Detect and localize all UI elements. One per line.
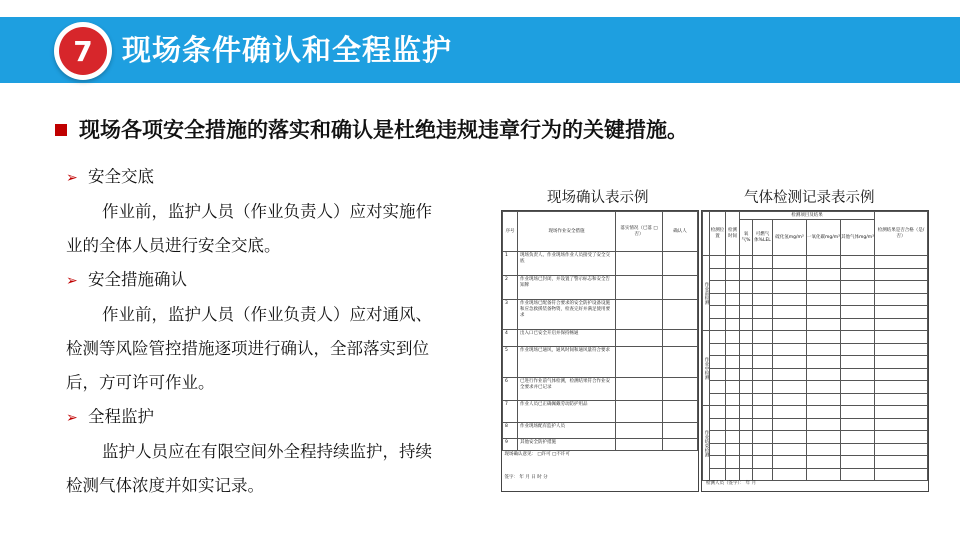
table-row xyxy=(703,443,928,456)
table-cell xyxy=(841,256,875,269)
square-bullet-icon xyxy=(55,124,67,136)
table-cell xyxy=(773,306,807,319)
table-cell xyxy=(875,343,928,356)
table-cell xyxy=(875,418,928,431)
table-cell xyxy=(726,293,740,306)
table-row xyxy=(703,293,928,306)
table-cell xyxy=(875,468,928,481)
confirm-table-image xyxy=(501,210,699,492)
row-group-label: 作业结束检测 xyxy=(703,406,710,481)
table-cell xyxy=(807,393,841,406)
table-cell xyxy=(726,393,740,406)
table-cell xyxy=(710,431,726,444)
table-cell xyxy=(710,343,726,356)
table-header: 一氧化碳mg/m³ xyxy=(807,220,841,256)
table-cell xyxy=(740,306,753,319)
bullet-text: 检测等风险管控措施逐项进行确认，全部落实到位 xyxy=(66,339,429,358)
table-cell xyxy=(726,281,740,294)
table-cell xyxy=(875,256,928,269)
table-cell xyxy=(807,456,841,469)
table-footer: 检测人员（签字）： 年 月 xyxy=(706,481,757,486)
table-cell xyxy=(807,418,841,431)
table-cell: 现场负责人、作业现场作业人员接受了安全交底 xyxy=(518,252,616,276)
table-row xyxy=(703,381,928,394)
table-cell xyxy=(807,356,841,369)
table-cell: 4 xyxy=(503,330,518,347)
table-cell xyxy=(726,468,740,481)
bullet-title-2: ➢ 安全措施确认 xyxy=(66,263,432,298)
table-header: 检测位置 xyxy=(710,212,726,256)
table-cell xyxy=(710,418,726,431)
table-cell xyxy=(875,431,928,444)
table-cell xyxy=(710,306,726,319)
table-cell xyxy=(710,393,726,406)
table-cell xyxy=(753,293,773,306)
table-cell xyxy=(710,331,726,344)
table-row xyxy=(703,356,928,369)
table-cell xyxy=(753,406,773,419)
table-cell xyxy=(875,406,928,419)
table-cell xyxy=(841,443,875,456)
table-cell xyxy=(807,368,841,381)
table-cell xyxy=(841,318,875,331)
table-cell xyxy=(841,418,875,431)
section-number-badge: 7 xyxy=(59,27,107,75)
table-cell xyxy=(740,293,753,306)
table-cell: 7 xyxy=(503,401,518,422)
table-cell: 作业现场已配备符合要求的安全防护设备设施和应急救援装备物资，检查完好并满足使用要求 xyxy=(518,299,616,330)
table-header: 其他气体mg/m³ xyxy=(841,220,875,256)
table-cell xyxy=(773,268,807,281)
table-cell xyxy=(807,381,841,394)
table-cell: 3 xyxy=(503,299,518,330)
table-cell xyxy=(875,393,928,406)
table-cell xyxy=(740,381,753,394)
table-cell xyxy=(726,431,740,444)
table-cell xyxy=(875,331,928,344)
table-cell xyxy=(807,318,841,331)
table-cell xyxy=(726,318,740,331)
table-cell: 已进行作业前气体检测，检测结果符合作业安全要求并已记录 xyxy=(518,377,616,401)
table-cell xyxy=(807,331,841,344)
table-row xyxy=(703,281,928,294)
table-cell xyxy=(841,406,875,419)
table-cell xyxy=(710,356,726,369)
table-cell xyxy=(841,268,875,281)
table-cell xyxy=(753,281,773,294)
table-cell xyxy=(773,256,807,269)
table-cell xyxy=(726,343,740,356)
table-cell xyxy=(773,343,807,356)
table-cell xyxy=(807,256,841,269)
table-cell xyxy=(726,456,740,469)
table-cell: 作业现场已封闭，并设置了警示标志和安全告知牌 xyxy=(518,275,616,299)
table-cell xyxy=(841,431,875,444)
table-cell xyxy=(753,456,773,469)
table-row xyxy=(703,468,928,481)
table-cell xyxy=(841,468,875,481)
table-cell xyxy=(710,381,726,394)
table-cell xyxy=(807,468,841,481)
table-cell xyxy=(807,293,841,306)
arrow-bullet-icon: ➢ xyxy=(66,170,78,186)
table-cell: 作业现场配有监护人员 xyxy=(518,422,616,439)
table-cell xyxy=(841,343,875,356)
table-cell xyxy=(726,268,740,281)
table-row xyxy=(703,318,928,331)
table-cell xyxy=(753,268,773,281)
table-cell xyxy=(740,456,753,469)
table-cell xyxy=(740,418,753,431)
table-cell: 5 xyxy=(503,346,518,377)
table-cell xyxy=(710,443,726,456)
table-header: 确认人 xyxy=(663,212,698,252)
table-group-header: 检测项目及结果 xyxy=(740,212,875,220)
bullet-text: 后，方可许可作业。 xyxy=(66,373,215,392)
table-row xyxy=(703,406,928,419)
table-row xyxy=(703,418,928,431)
table-row xyxy=(703,331,928,344)
bullet-text: 监护人员应在有限空间外全程持续监护，持续 xyxy=(102,442,432,461)
table-cell xyxy=(773,393,807,406)
table-cell xyxy=(726,368,740,381)
table-cell: 其他安全防护措施 xyxy=(518,439,616,451)
table-cell xyxy=(773,443,807,456)
table-cell xyxy=(773,356,807,369)
table-header: 落实情况（已落 □否） xyxy=(616,212,663,252)
table-cell xyxy=(773,368,807,381)
table-cell xyxy=(710,256,726,269)
table-row xyxy=(703,268,928,281)
table-cell xyxy=(740,343,753,356)
table-cell xyxy=(726,306,740,319)
table-cell xyxy=(753,368,773,381)
table-cell xyxy=(807,343,841,356)
table-cell xyxy=(740,268,753,281)
table-cell xyxy=(875,306,928,319)
table-cell xyxy=(875,318,928,331)
table-cell xyxy=(773,456,807,469)
table-row xyxy=(703,306,928,319)
table-cell xyxy=(773,331,807,344)
table-cell xyxy=(753,331,773,344)
table-cell xyxy=(726,256,740,269)
table-cell xyxy=(726,331,740,344)
table-cell xyxy=(773,418,807,431)
gas-table-caption: 气体检测记录表示例 xyxy=(744,190,875,206)
table-cell xyxy=(753,468,773,481)
table-cell xyxy=(773,318,807,331)
table-cell xyxy=(726,406,740,419)
table-cell xyxy=(710,456,726,469)
table-cell xyxy=(753,356,773,369)
table-cell xyxy=(807,306,841,319)
table-cell: 8 xyxy=(503,422,518,439)
bullet-text: 作业前，监护人员（作业负责人）应对通风、 xyxy=(102,305,432,324)
table-cell xyxy=(726,443,740,456)
table-cell xyxy=(740,331,753,344)
table-header: 检测结果是否合格（是/否） xyxy=(875,212,928,256)
table-cell xyxy=(841,456,875,469)
table-cell: 1 xyxy=(503,252,518,276)
table-header: 硫化氢mg/m³ xyxy=(773,220,807,256)
table-cell xyxy=(740,393,753,406)
table-cell: 作业现场已通风，通风时间和通风量符合要求 xyxy=(518,346,616,377)
arrow-bullet-icon: ➢ xyxy=(66,273,78,289)
table-cell xyxy=(740,256,753,269)
table-cell xyxy=(753,393,773,406)
table-header: 氧气% xyxy=(740,220,753,256)
table-cell xyxy=(773,431,807,444)
table-cell xyxy=(807,406,841,419)
table-cell xyxy=(841,331,875,344)
gas-table-image xyxy=(701,210,929,492)
page-title: 现场条件确认和全程监护 xyxy=(122,33,453,67)
table-cell xyxy=(773,281,807,294)
table-cell xyxy=(740,431,753,444)
table-row xyxy=(703,256,928,269)
table-row xyxy=(703,343,928,356)
table-cell xyxy=(753,381,773,394)
table-cell xyxy=(753,443,773,456)
table-cell xyxy=(740,318,753,331)
table-cell: 6 xyxy=(503,377,518,401)
table-cell xyxy=(710,281,726,294)
table-cell xyxy=(740,281,753,294)
table-cell xyxy=(753,318,773,331)
arrow-bullet-icon: ➢ xyxy=(66,410,78,426)
bullet-title-1: ➢ 安全交底 xyxy=(66,160,432,195)
table-cell xyxy=(726,381,740,394)
table-cell xyxy=(710,406,726,419)
row-group-label: 作业中检测 xyxy=(703,331,710,406)
table-cell xyxy=(807,443,841,456)
table-cell xyxy=(740,468,753,481)
table-cell: 出入口已安全开启并保持畅通 xyxy=(518,330,616,347)
bullet-text: 检测气体浓度并如实记录。 xyxy=(66,476,264,495)
table-cell xyxy=(753,431,773,444)
table-cell xyxy=(773,381,807,394)
table-cell xyxy=(753,306,773,319)
table-cell xyxy=(875,356,928,369)
table-cell xyxy=(841,293,875,306)
bullet-section-1 xyxy=(66,160,432,503)
table-footer: 现场确认意见： □许可 □不许可 xyxy=(504,452,570,458)
table-cell xyxy=(740,368,753,381)
table-cell xyxy=(875,281,928,294)
row-group-label: 作业前检测 xyxy=(703,256,710,331)
table-cell xyxy=(841,368,875,381)
table-cell xyxy=(841,306,875,319)
table-cell xyxy=(740,443,753,456)
table-cell xyxy=(773,406,807,419)
bullet-text: 作业前，监护人员（作业负责人）应对实施作 xyxy=(102,202,432,221)
table-cell: 作业人员已正确佩戴劳动防护用品 xyxy=(518,401,616,422)
table-cell xyxy=(753,418,773,431)
table-cell xyxy=(710,268,726,281)
table-cell xyxy=(710,293,726,306)
table-cell xyxy=(740,356,753,369)
table-header: 检测时间 xyxy=(726,212,740,256)
table-cell xyxy=(753,256,773,269)
confirm-table-caption: 现场确认表示例 xyxy=(547,190,649,206)
table-cell xyxy=(841,393,875,406)
table-cell: 2 xyxy=(503,275,518,299)
table-footer: 签字： 年 月 日 时 分 xyxy=(504,475,548,481)
table-row xyxy=(703,456,928,469)
table-cell xyxy=(740,406,753,419)
table-cell xyxy=(875,381,928,394)
table-cell xyxy=(875,456,928,469)
table-cell xyxy=(773,468,807,481)
table-header: 序号 xyxy=(503,212,518,252)
bullet-text: 业的全体人员进行安全交底。 xyxy=(66,236,281,255)
table-cell xyxy=(710,318,726,331)
table-cell xyxy=(773,293,807,306)
table-cell xyxy=(875,268,928,281)
table-cell xyxy=(841,281,875,294)
bullet-title-3: ➢ 全程监护 xyxy=(66,400,432,435)
table-header: 现场作业安全措施 xyxy=(518,212,616,252)
table-row xyxy=(703,393,928,406)
table-header: 可燃气体%LEL xyxy=(753,220,773,256)
table-cell xyxy=(841,356,875,369)
table-cell xyxy=(841,381,875,394)
table-cell xyxy=(807,281,841,294)
table-cell xyxy=(726,418,740,431)
table-cell xyxy=(726,356,740,369)
table-row xyxy=(703,368,928,381)
table-cell xyxy=(875,293,928,306)
table-cell xyxy=(807,268,841,281)
headline: 现场各项安全措施的落实和确认是杜绝违规违章行为的关键措施。 xyxy=(79,118,688,142)
table-cell xyxy=(710,468,726,481)
table-cell xyxy=(710,368,726,381)
table-cell xyxy=(875,443,928,456)
table-cell xyxy=(753,343,773,356)
table-cell: 9 xyxy=(503,439,518,451)
table-cell xyxy=(807,431,841,444)
table-cell xyxy=(875,368,928,381)
table-row xyxy=(703,431,928,444)
